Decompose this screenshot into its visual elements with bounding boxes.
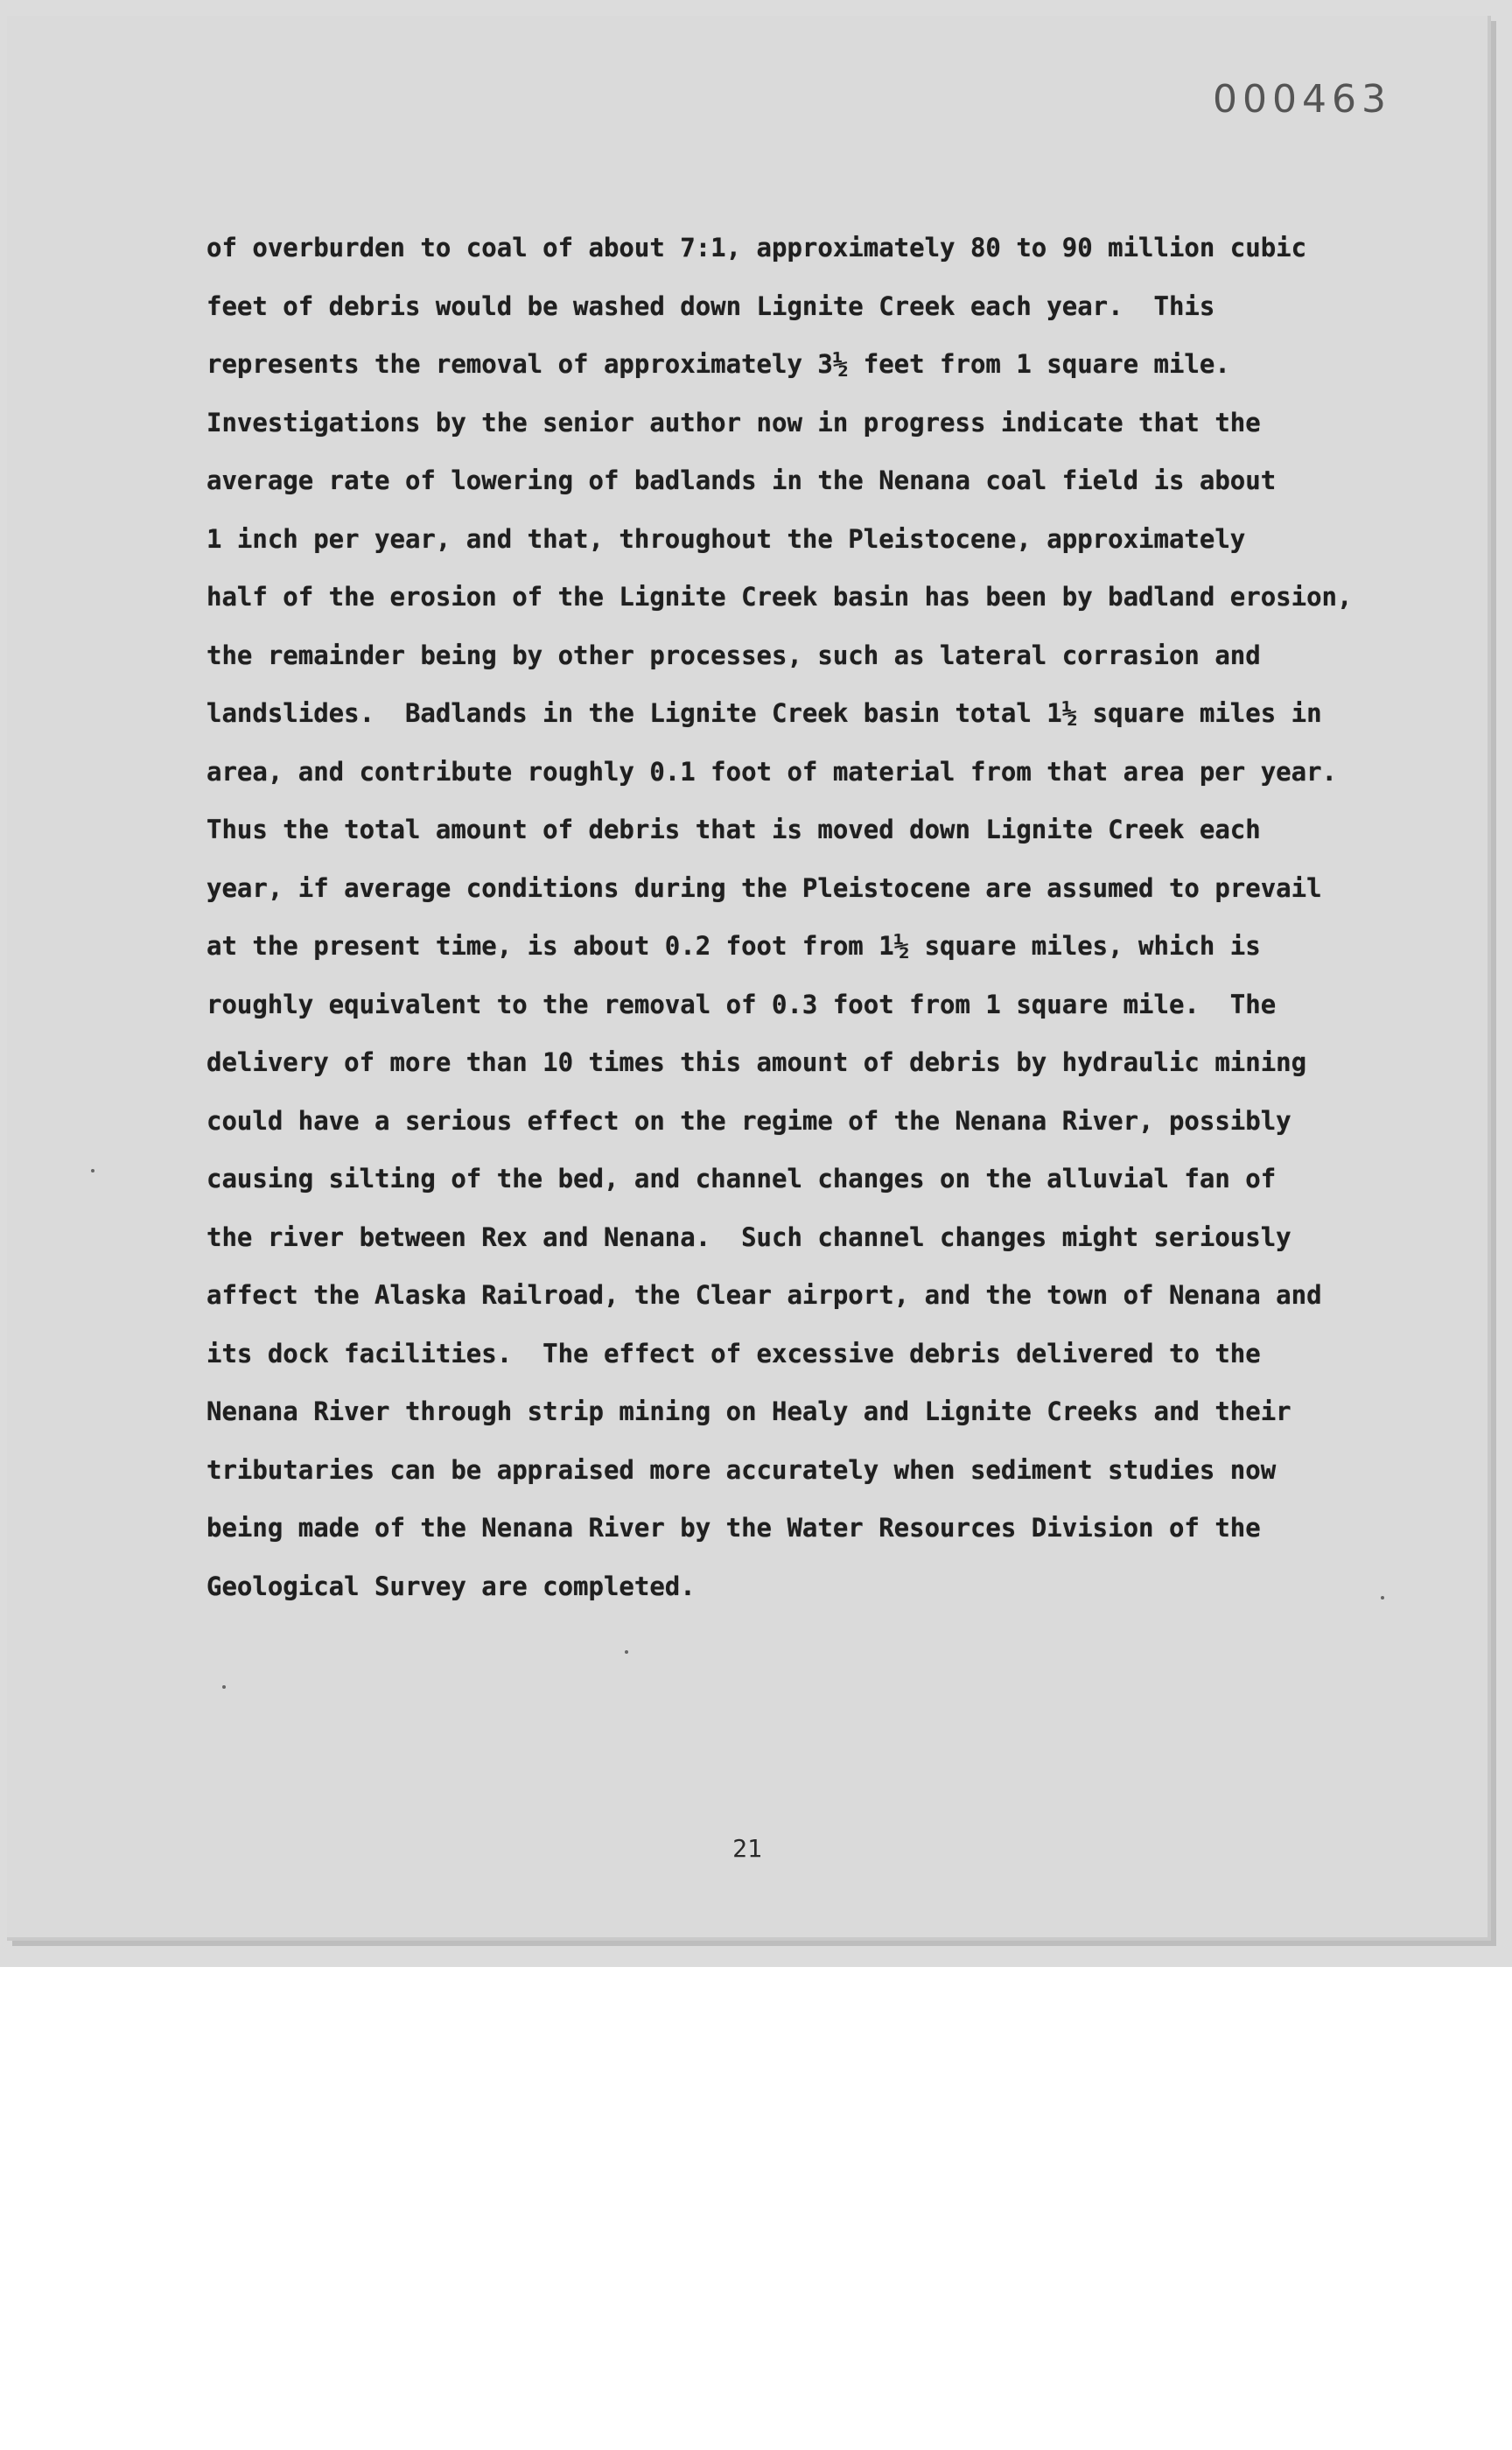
text-line: area, and contribute roughly 0.1 foot of material from that area per year. (206, 756, 1338, 787)
text-line: landslides. Badlands in the Lignite Creek basin total 1½ square miles in (206, 698, 1322, 728)
text-line: Thus the total amount of debris that is moved down Lignite Creek each (206, 815, 1261, 844)
text-line: affect the Alaska Railroad, the Clear airport, and the town of Nenana and (206, 1280, 1322, 1310)
scan-speck (1381, 1596, 1384, 1600)
text-line: roughly equivalent to the removal of 0.3 foot from 1 square mile. The (206, 989, 1277, 1019)
text-line: feet of debris would be washed down Lignite Creek each year. This (206, 290, 1215, 321)
text-line: tributaries can be appraised more accurately when sediment studies now (206, 1454, 1277, 1485)
text-line: average rate of lowering of badlands in the Nenana coal field is about (206, 466, 1277, 495)
text-line: could have a serious effect on the regime of the Nenana River, possibly (206, 1105, 1292, 1136)
text-line: represents the removal of approximately 3½ feet from 1 square mile. (206, 349, 1230, 379)
text-line: Investigations by the senior author now in progress indicate that the (206, 407, 1261, 438)
text-line: the remainder being by other processes, such as lateral corrasion and (206, 640, 1261, 670)
scan-speck (222, 1685, 226, 1689)
text-line: year, if average conditions during the Pleistocene are assumed to prevail (206, 872, 1322, 903)
text-line: at the present time, is about 0.2 foot from 1½ square miles, which is (206, 931, 1261, 961)
document-page (7, 16, 1491, 1941)
text-line: 1 inch per year, and that, throughout the Pleistocene, approximately (206, 523, 1246, 554)
text-line: being made of the Nenana River by the Water Resources Division of the (206, 1513, 1261, 1543)
text-line: the river between Rex and Nenana. Such channel changes might seriously (206, 1222, 1292, 1252)
text-line: half of the erosion of the Lignite Creek basin has been by badland erosion, (206, 582, 1353, 612)
text-line: of overburden to coal of about 7:1, approximately 80 to 90 million cubic (206, 233, 1307, 262)
text-line: its dock facilities. The effect of excessive debris delivered to the (206, 1338, 1261, 1368)
text-line: causing silting of the bed, and channel changes on the alluvial fan of (206, 1164, 1277, 1194)
body-text (206, 219, 1353, 1615)
text-line: delivery of more than 10 times this amount of debris by hydraulic mining (206, 1047, 1307, 1077)
page-number: 21 (732, 1834, 762, 1863)
document-number: 000463 (1213, 77, 1391, 122)
scan-speck (91, 1169, 94, 1172)
text-line: Geological Survey are completed. (206, 1571, 696, 1601)
text-line: Nenana River through strip mining on Healy and Lignite Creeks and their (206, 1396, 1292, 1426)
scan-speck (625, 1650, 628, 1654)
